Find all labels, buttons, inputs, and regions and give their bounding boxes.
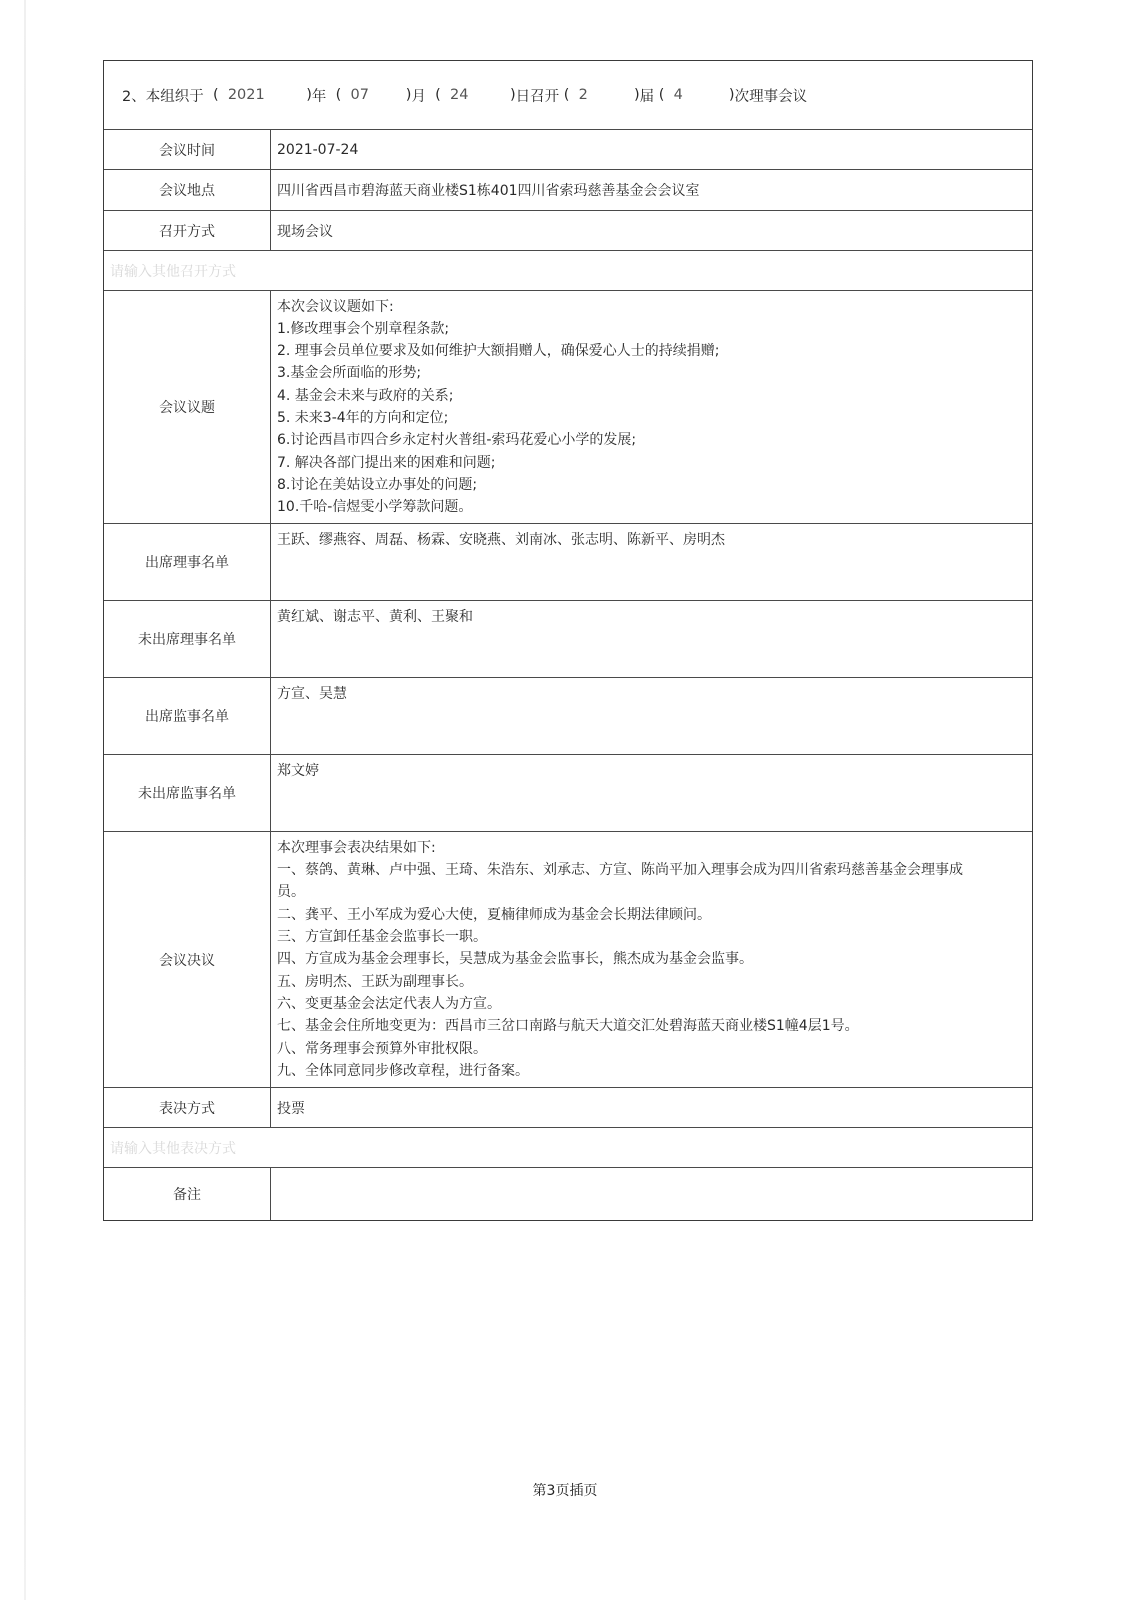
resolution-line: 三、方宣卸任基金会监事长一职。: [277, 929, 487, 946]
resolution-line: 本次理事会表决结果如下:: [277, 839, 436, 856]
resolution-line: 五、房明杰、王跃为副理事长。: [277, 973, 473, 990]
meeting-header-row: [104, 61, 1032, 129]
header-day-unit: 日召开: [515, 88, 560, 105]
resolution-line: 九、全体同意同步修改章程，进行备案。: [277, 1062, 529, 1079]
row-absent-supervisors: [104, 754, 1032, 831]
header-count: 4: [673, 87, 683, 103]
row-attending-directors: [104, 523, 1032, 600]
resolution-line: 八、常务理事会预算外审批权限。: [277, 1040, 487, 1057]
page-footer: 第3页插页: [532, 1483, 598, 1499]
header-session: 2: [578, 87, 588, 103]
attending-directors-label: 出席理事名单: [104, 524, 271, 600]
agenda-line: 8.讨论在美姑设立办事处的问题;: [277, 476, 478, 493]
attending-supervisors-label: 出席监事名单: [104, 678, 271, 754]
agenda-line: 1.修改理事会个别章程条款;: [277, 320, 450, 337]
agenda-line: 6.讨论西昌市四合乡永定村火普组-索玛花爱心小学的发展;: [277, 432, 637, 449]
row-meeting-mode: [104, 210, 1032, 250]
meeting-form: [103, 60, 1033, 1221]
row-meeting-time: [104, 129, 1032, 169]
resolutions-label: 会议决议: [104, 832, 271, 1087]
header-month-unit: 月: [411, 88, 426, 105]
scan-edge: [24, 0, 26, 1600]
other-vote-placeholder: 请输入其他表决方式: [110, 1140, 236, 1157]
row-remarks: [104, 1167, 1032, 1220]
meeting-time-value: 2021-07-24: [277, 141, 359, 158]
resolutions-list: [271, 832, 1032, 1087]
header-session-unit: 届: [639, 88, 655, 105]
meeting-time-label: 会议时间: [104, 130, 271, 169]
meeting-mode-label: 召开方式: [104, 211, 271, 250]
other-mode-placeholder: 请输入其他召开方式: [110, 263, 236, 280]
resolution-line: 员。: [277, 884, 305, 901]
remarks-value: [271, 1168, 1032, 1220]
row-absent-directors: [104, 600, 1032, 677]
row-resolutions: [104, 831, 1032, 1087]
agenda-line: 5. 未来3-4年的方向和定位;: [277, 410, 449, 426]
absent-directors-value: 黄红斌、谢志平、黄利、王聚和: [277, 609, 473, 625]
header-year-unit: 年: [311, 88, 327, 105]
row-agenda: [104, 290, 1032, 523]
resolution-line: 四、方宣成为基金会理事长，吴慧成为基金会监事长，熊杰成为基金会监事。: [277, 951, 753, 968]
meeting-location-value: 四川省西昌市碧海蓝天商业楼S1栋401四川省索玛慈善基金会会议室: [277, 183, 700, 199]
absent-supervisors-value: 郑文婷: [277, 763, 319, 779]
row-other-mode: [104, 250, 1032, 290]
row-attending-supervisors: [104, 677, 1032, 754]
attending-supervisors-value: 方宣、吴慧: [277, 686, 347, 702]
vote-method-label: 表决方式: [104, 1088, 271, 1127]
attending-directors-value: 王跃、缪燕容、周磊、杨霖、安晓燕、刘南冰、张志明、陈新平、房明杰: [277, 532, 725, 548]
header-count-unit: 次理事会议: [734, 88, 808, 105]
absent-supervisors-label: 未出席监事名单: [104, 755, 271, 831]
agenda-line: 4. 基金会未来与政府的关系;: [277, 387, 454, 404]
row-other-vote: [104, 1127, 1032, 1167]
resolution-line: 二、龚平、王小军成为爱心大使，夏楠律师成为基金会长期法律顾问。: [277, 906, 711, 923]
row-vote-method: [104, 1087, 1032, 1127]
vote-method-value: 投票: [277, 1100, 305, 1117]
header-year: 2021: [227, 87, 265, 103]
agenda-line: 3.基金会所面临的形势;: [277, 365, 422, 382]
agenda-line: 本次会议议题如下:: [277, 298, 394, 315]
resolution-line: 七、基金会住所地变更为：西昌市三岔口南路与航天大道交汇处碧海蓝天商业楼S1幢4层1号。: [277, 1018, 859, 1035]
remarks-label: 备注: [104, 1168, 271, 1220]
agenda-line: 7. 解决各部门提出来的困难和问题;: [277, 454, 496, 471]
header-prefix: 2、本组织于: [122, 88, 204, 105]
row-meeting-location: [104, 169, 1032, 210]
meeting-header: 2、本组织于 ( 2021 ) 年 ( 07 ) 月 ( 24 ) 日召开 ( 2 ) 届 ( 4 ) 次理事会议: [104, 61, 1032, 129]
agenda-list: [271, 291, 1032, 523]
agenda-line: 10.千哈-信煜雯小学筹款问题。: [277, 499, 473, 516]
agenda-label: 会议议题: [104, 291, 271, 523]
resolution-line: 六、变更基金会法定代表人为方宣。: [277, 995, 501, 1012]
agenda-line: 2. 理事会员单位要求及如何维护大额捐赠人，确保爱心人士的持续捐赠;: [277, 343, 720, 360]
meeting-mode-value: 现场会议: [277, 223, 333, 240]
header-day: 24: [450, 87, 469, 103]
resolution-line: 一、蔡鸽、黄琳、卢中强、王琦、朱浩东、刘承志、方宣、陈尚平加入理事会成为四川省索玛慈善基金会理事成: [277, 862, 963, 879]
meeting-location-label: 会议地点: [104, 170, 271, 210]
absent-directors-label: 未出席理事名单: [104, 601, 271, 677]
header-month: 07: [350, 87, 369, 103]
